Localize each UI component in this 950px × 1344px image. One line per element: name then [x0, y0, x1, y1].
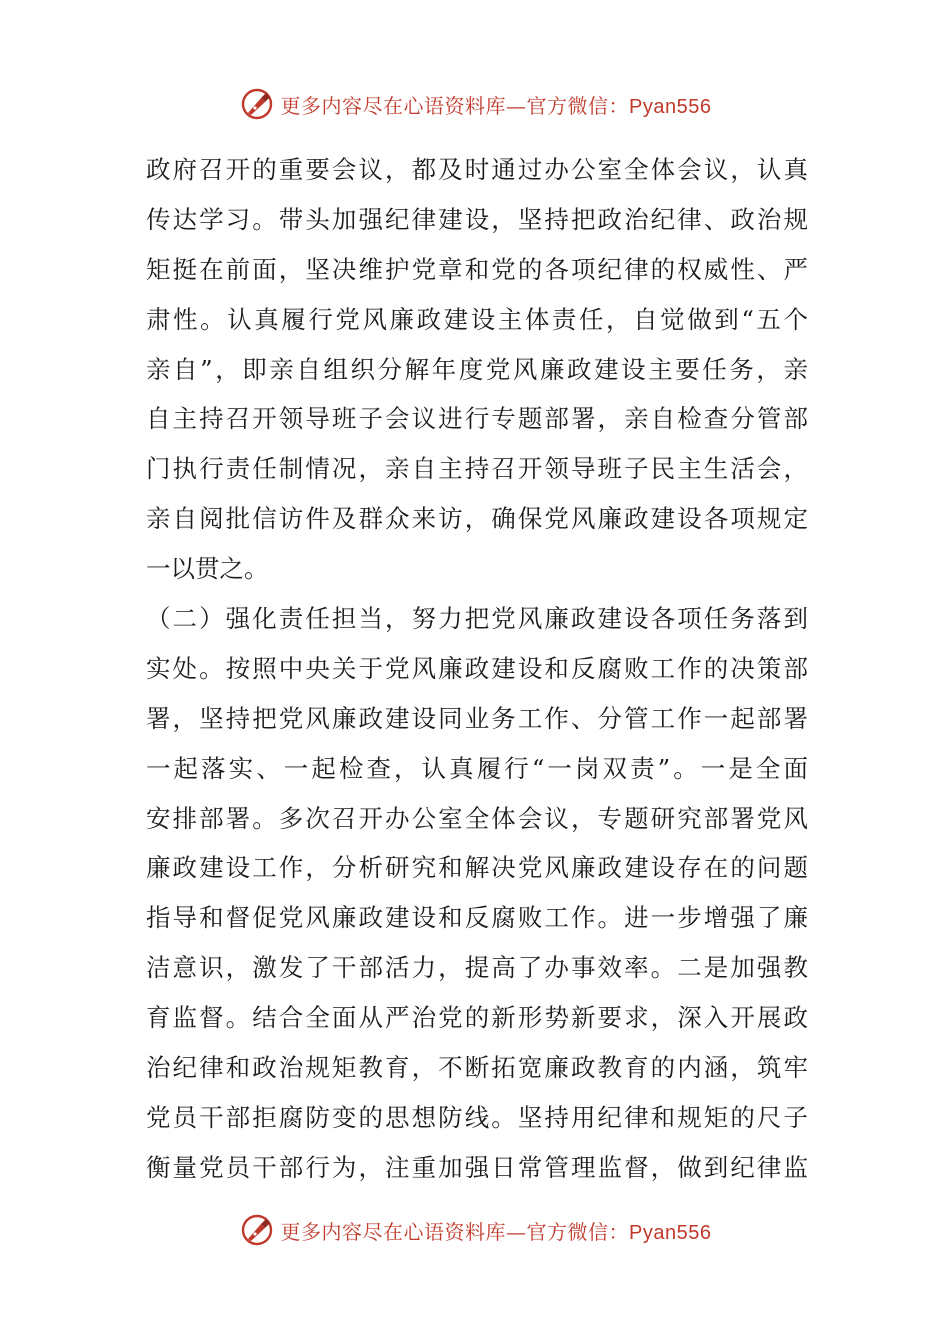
text-line: 衡量党员干部行为，注重加强日常管理监督，做到纪律监	[146, 1152, 808, 1182]
watermark-text: 更多内容尽在心语资料库—官方微信：Pyan556	[280, 1219, 712, 1244]
text-line: 矩挺在前面，坚决维护党章和党的各项纪律的权威性、严	[146, 254, 808, 284]
pen-nib-logo-icon	[239, 1212, 275, 1248]
text-line: 传达学习。带头加强纪律建设，坚持把政治纪律、政治规	[146, 204, 808, 234]
text-line: 党员干部拒腐防变的思想防线。坚持用纪律和规矩的尺子	[146, 1102, 808, 1132]
header-watermark	[0, 84, 950, 124]
paragraph-end-line: 一以贯之。	[146, 554, 269, 584]
text-line: 肃性。认真履行党风廉政建设主体责任，自觉做到“五个	[146, 304, 808, 334]
text-line: 实处。按照中央关于党风廉政建设和反腐败工作的决策部	[146, 653, 808, 683]
text-line: 亲自阅批信访件及群众来访，确保党风廉政建设各项规定	[146, 504, 808, 534]
text-line: 门执行责任制情况，亲自主持召开领导班子民主生活会，	[146, 454, 808, 484]
footer-watermark	[0, 1210, 950, 1250]
text-line: 安排部署。多次召开办公室全体会议，专题研究部署党风	[146, 803, 808, 833]
section-heading-line: （二）强化责任担当，努力把党风廉政建设各项任务落到	[146, 604, 808, 634]
text-line: 亲自”，即亲自组织分解年度党风廉政建设主要任务，亲	[146, 354, 808, 384]
pen-nib-logo-icon	[239, 86, 275, 122]
text-line: 治纪律和政治规矩教育，不断拓宽廉政教育的内涵，筑牢	[146, 1053, 808, 1083]
text-line: 政府召开的重要会议，都及时通过办公室全体会议，认真	[146, 155, 808, 184]
text-line: 署，坚持把党风廉政建设同业务工作、分管工作一起部署	[146, 703, 808, 733]
text-line: 洁意识，激发了干部活力，提高了办事效率。二是加强教	[146, 953, 808, 983]
text-line: 廉政建设工作，分析研究和解决党风廉政建设存在的问题	[146, 853, 808, 883]
document-body	[146, 145, 808, 1193]
text-line: 育监督。结合全面从严治党的新形势新要求，深入开展政	[146, 1003, 808, 1033]
watermark-text: 更多内容尽在心语资料库—官方微信：Pyan556	[280, 93, 712, 118]
text-line: 自主持召开领导班子会议进行专题部署，亲自检查分管部	[146, 404, 808, 434]
text-line: 一起落实、一起检查，认真履行“一岗双责”。一是全面	[146, 753, 808, 783]
text-line: 指导和督促党风廉政建设和反腐败工作。进一步增强了廉	[146, 903, 808, 933]
